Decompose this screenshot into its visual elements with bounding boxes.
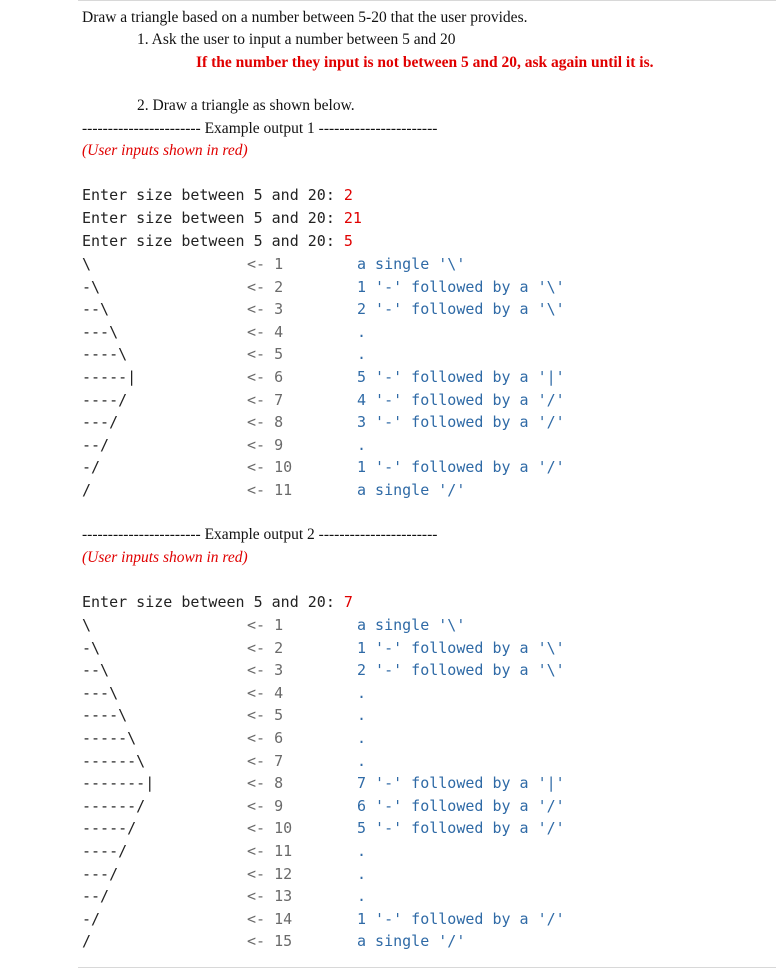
triangle-shape: / xyxy=(82,932,92,951)
triangle-shape: -/ xyxy=(82,909,101,928)
row-description: 1 '-' followed by a '\' xyxy=(357,638,565,657)
row-description: 2 '-' followed by a '\' xyxy=(357,300,565,319)
row-number: <- 7 xyxy=(247,390,284,409)
triangle-shape: ------/ xyxy=(82,796,146,815)
row-number: <- 8 xyxy=(247,413,284,432)
example-1-note: (User inputs shown in red) xyxy=(82,142,248,159)
row-description: . xyxy=(357,864,367,883)
row-number: <- 4 xyxy=(247,322,284,341)
prompt-text: Enter size between 5 and 20: xyxy=(82,186,344,204)
step-1-note: If the number they input is not between 5 and 20, ask again until it is. xyxy=(196,54,654,71)
triangle-shape: / xyxy=(82,481,92,499)
row-number: <- 7 xyxy=(247,751,284,770)
row-description: 7 '-' followed by a '|' xyxy=(357,774,565,793)
example-2-note: (User inputs shown in red) xyxy=(82,549,248,566)
prompt-line xyxy=(82,209,362,227)
row-number: <- 11 xyxy=(247,842,293,860)
triangle-shape: ---\ xyxy=(82,683,119,702)
triangle-shape: ----\ xyxy=(82,345,128,364)
bottom-divider xyxy=(78,967,776,968)
row-number: <- 10 xyxy=(247,458,293,477)
triangle-shape: -------| xyxy=(82,774,155,793)
row-number: <- 6 xyxy=(247,368,284,386)
step-1-text: 1. Ask the user to input a number between 5 and 20 xyxy=(137,31,456,48)
prompt-line xyxy=(82,232,353,250)
intro-line: Draw a triangle based on a number between 5-20 that the user provides. xyxy=(82,9,528,26)
triangle-shape: -----\ xyxy=(82,729,137,747)
row-description: 5 '-' followed by a '/' xyxy=(357,819,565,838)
triangle-shape: --/ xyxy=(82,887,110,906)
row-description: . xyxy=(357,887,367,906)
row-description: 2 '-' followed by a '\' xyxy=(357,661,565,680)
row-description: . xyxy=(357,322,367,341)
row-description: 1 '-' followed by a '/' xyxy=(357,909,565,928)
triangle-shape: --/ xyxy=(82,435,110,454)
row-number: <- 2 xyxy=(247,638,284,657)
row-description: 4 '-' followed by a '/' xyxy=(357,390,565,409)
row-number: <- 15 xyxy=(247,932,293,951)
example-1-header: ----------------------- Example output 1 ----------------------- xyxy=(82,120,438,137)
triangle-shape: ------\ xyxy=(82,751,146,770)
row-number: <- 1 xyxy=(247,616,284,634)
row-description: . xyxy=(357,729,367,747)
row-description: . xyxy=(357,683,367,702)
prompt-text: Enter size between 5 and 20: xyxy=(82,593,344,611)
triangle-shape: ----/ xyxy=(82,390,128,409)
row-description: . xyxy=(357,706,367,725)
prompt-text: Enter size between 5 and 20: xyxy=(82,209,344,227)
triangle-shape: ---/ xyxy=(82,413,119,432)
triangle-shape: ----/ xyxy=(82,842,128,860)
user-input: 5 xyxy=(343,232,353,250)
prompt-line xyxy=(82,186,353,204)
row-number: <- 9 xyxy=(247,435,284,454)
example-2-header: ----------------------- Example output 2 ----------------------- xyxy=(82,526,438,543)
row-description: a single '/' xyxy=(357,932,466,951)
triangle-shape: \ xyxy=(82,255,92,273)
row-description: 1 '-' followed by a '/' xyxy=(357,458,565,477)
user-input: 2 xyxy=(343,186,353,204)
triangle-shape: ---\ xyxy=(82,322,119,341)
prompt-line xyxy=(82,593,353,611)
triangle-shape: -----| xyxy=(82,368,137,386)
triangle-shape: --\ xyxy=(82,300,110,319)
row-number: <- 11 xyxy=(247,481,293,499)
row-description: . xyxy=(357,842,367,860)
top-divider xyxy=(78,0,776,1)
step-2-text: 2. Draw a triangle as shown below. xyxy=(137,97,355,114)
row-number: <- 10 xyxy=(247,819,293,838)
triangle-shape: -\ xyxy=(82,638,101,657)
triangle-shape: -----/ xyxy=(82,819,137,838)
triangle-shape: ----\ xyxy=(82,706,128,725)
row-description: a single '\' xyxy=(357,616,466,634)
row-description: a single '\' xyxy=(357,255,466,273)
row-number: <- 9 xyxy=(247,796,284,815)
row-description: . xyxy=(357,345,367,364)
row-description: a single '/' xyxy=(357,481,466,499)
row-number: <- 4 xyxy=(247,683,284,702)
row-description: 5 '-' followed by a '|' xyxy=(357,368,565,386)
row-number: <- 14 xyxy=(247,909,293,928)
triangle-shape: \ xyxy=(82,616,92,634)
row-number: <- 3 xyxy=(247,300,284,319)
row-number: <- 8 xyxy=(247,774,284,793)
row-number: <- 1 xyxy=(247,255,284,273)
row-description: 1 '-' followed by a '\' xyxy=(357,277,565,296)
triangle-shape: -\ xyxy=(82,277,101,296)
triangle-shape: ---/ xyxy=(82,864,119,883)
row-number: <- 12 xyxy=(247,864,293,883)
row-number: <- 13 xyxy=(247,887,293,906)
row-number: <- 6 xyxy=(247,729,284,747)
user-input: 21 xyxy=(343,209,362,227)
row-description: 3 '-' followed by a '/' xyxy=(357,413,565,432)
row-description: . xyxy=(357,751,367,770)
triangle-shape: -/ xyxy=(82,458,101,477)
row-number: <- 2 xyxy=(247,277,284,296)
row-number: <- 5 xyxy=(247,706,284,725)
user-input: 7 xyxy=(343,593,353,611)
row-number: <- 3 xyxy=(247,661,284,680)
row-number: <- 5 xyxy=(247,345,284,364)
row-description: . xyxy=(357,435,367,454)
row-description: 6 '-' followed by a '/' xyxy=(357,796,565,815)
triangle-shape: --\ xyxy=(82,661,110,680)
prompt-text: Enter size between 5 and 20: xyxy=(82,232,344,250)
